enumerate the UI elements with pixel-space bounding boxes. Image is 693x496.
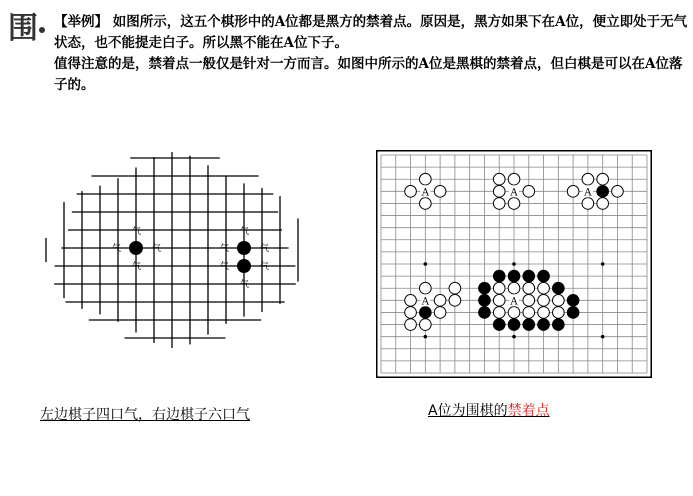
point-a-label: A bbox=[421, 296, 429, 308]
liberty-label: 气 bbox=[220, 244, 230, 254]
white-stone bbox=[493, 307, 505, 319]
logo-glyph: 围 bbox=[8, 11, 38, 46]
black-stone bbox=[508, 270, 520, 282]
black-stone bbox=[493, 270, 505, 282]
white-stone bbox=[493, 282, 505, 294]
liberty-label: 气 bbox=[260, 244, 270, 254]
white-stone bbox=[597, 198, 609, 210]
paragraph-1 bbox=[40, 12, 690, 54]
point-a-label: A bbox=[510, 296, 518, 308]
star-point bbox=[512, 335, 516, 339]
white-stone bbox=[508, 307, 520, 319]
white-stone bbox=[597, 173, 609, 185]
black-stone bbox=[508, 319, 520, 331]
black-stone bbox=[129, 241, 143, 255]
star-point bbox=[512, 262, 516, 266]
white-stone bbox=[508, 173, 520, 185]
white-stone bbox=[449, 295, 461, 307]
white-stone bbox=[493, 295, 505, 307]
black-stone bbox=[493, 319, 505, 331]
black-stone bbox=[420, 307, 432, 319]
black-stone bbox=[553, 282, 565, 294]
white-stone bbox=[508, 282, 520, 294]
black-stone bbox=[479, 307, 491, 319]
white-stone bbox=[538, 307, 550, 319]
white-stone bbox=[434, 186, 446, 198]
white-stone bbox=[405, 319, 417, 331]
white-stone bbox=[449, 282, 461, 294]
point-a-label: A bbox=[510, 187, 518, 199]
white-stone bbox=[434, 307, 446, 319]
liberty-label: 气 bbox=[240, 227, 250, 237]
white-stone bbox=[538, 282, 550, 294]
liberty-label: 气 bbox=[132, 227, 142, 237]
white-stone bbox=[523, 295, 535, 307]
white-stone bbox=[523, 307, 535, 319]
black-stone bbox=[237, 241, 251, 255]
white-stone bbox=[493, 186, 505, 198]
white-stone bbox=[567, 186, 579, 198]
paragraph-2 bbox=[40, 54, 690, 96]
black-stone bbox=[479, 282, 491, 294]
white-stone bbox=[523, 282, 535, 294]
liberty-label: 气 bbox=[240, 280, 250, 290]
liberty-label: 气 bbox=[152, 244, 162, 254]
liberty-label: 气 bbox=[112, 244, 122, 254]
example-tag: 【举例】 bbox=[54, 14, 108, 30]
black-stone bbox=[523, 270, 535, 282]
black-stone bbox=[237, 259, 251, 273]
white-stone bbox=[553, 307, 565, 319]
caption-left: 左边棋子四口气，右边棋子六口气 bbox=[40, 407, 250, 423]
black-stone bbox=[567, 307, 579, 319]
white-stone bbox=[405, 307, 417, 319]
white-stone bbox=[523, 186, 535, 198]
description-text bbox=[40, 12, 690, 96]
liberty-label: 气 bbox=[260, 262, 270, 272]
caption-right bbox=[428, 400, 550, 420]
white-stone bbox=[493, 173, 505, 185]
black-stone bbox=[538, 319, 550, 331]
point-a-label: A bbox=[421, 187, 429, 199]
star-point bbox=[601, 335, 605, 339]
caption-right-highlight: 禁着点 bbox=[507, 403, 550, 419]
white-stone bbox=[434, 295, 446, 307]
star-point bbox=[424, 335, 428, 339]
white-stone bbox=[420, 319, 432, 331]
caption-right-prefix: A位为围棋的 bbox=[428, 403, 508, 419]
black-stone bbox=[553, 319, 565, 331]
white-stone bbox=[405, 295, 417, 307]
paragraph-1-text: 如图所示，这五个棋形中的A位都是黑方的禁着点。原因是，黑方如果下在A位，便立即处于无气状态，也不能提走白子。所以黑不能在A位下子。 bbox=[54, 14, 688, 51]
white-stone bbox=[420, 282, 432, 294]
white-stone bbox=[538, 295, 550, 307]
white-stone bbox=[493, 198, 505, 210]
white-stone bbox=[582, 198, 594, 210]
liberties-diagram bbox=[40, 150, 310, 370]
white-stone bbox=[508, 198, 520, 210]
forbidden-points-board bbox=[376, 150, 652, 378]
black-stone bbox=[538, 270, 550, 282]
white-stone bbox=[420, 173, 432, 185]
star-point bbox=[601, 262, 605, 266]
point-a-label: A bbox=[584, 187, 592, 199]
white-stone bbox=[420, 198, 432, 210]
black-stone bbox=[479, 295, 491, 307]
black-stone bbox=[523, 319, 535, 331]
star-point bbox=[424, 262, 428, 266]
white-stone bbox=[553, 295, 565, 307]
white-stone bbox=[405, 186, 417, 198]
liberty-label: 气 bbox=[220, 262, 230, 272]
black-stone bbox=[597, 186, 609, 198]
paragraph-2-text: 值得注意的是，禁着点一般仅是针对一方而言。如图中所示的A位是黑棋的禁着点，但白棋是可以在A位落子的。 bbox=[54, 56, 683, 93]
black-stone bbox=[567, 295, 579, 307]
white-stone bbox=[582, 173, 594, 185]
liberty-label: 气 bbox=[132, 262, 142, 272]
white-stone bbox=[612, 186, 624, 198]
